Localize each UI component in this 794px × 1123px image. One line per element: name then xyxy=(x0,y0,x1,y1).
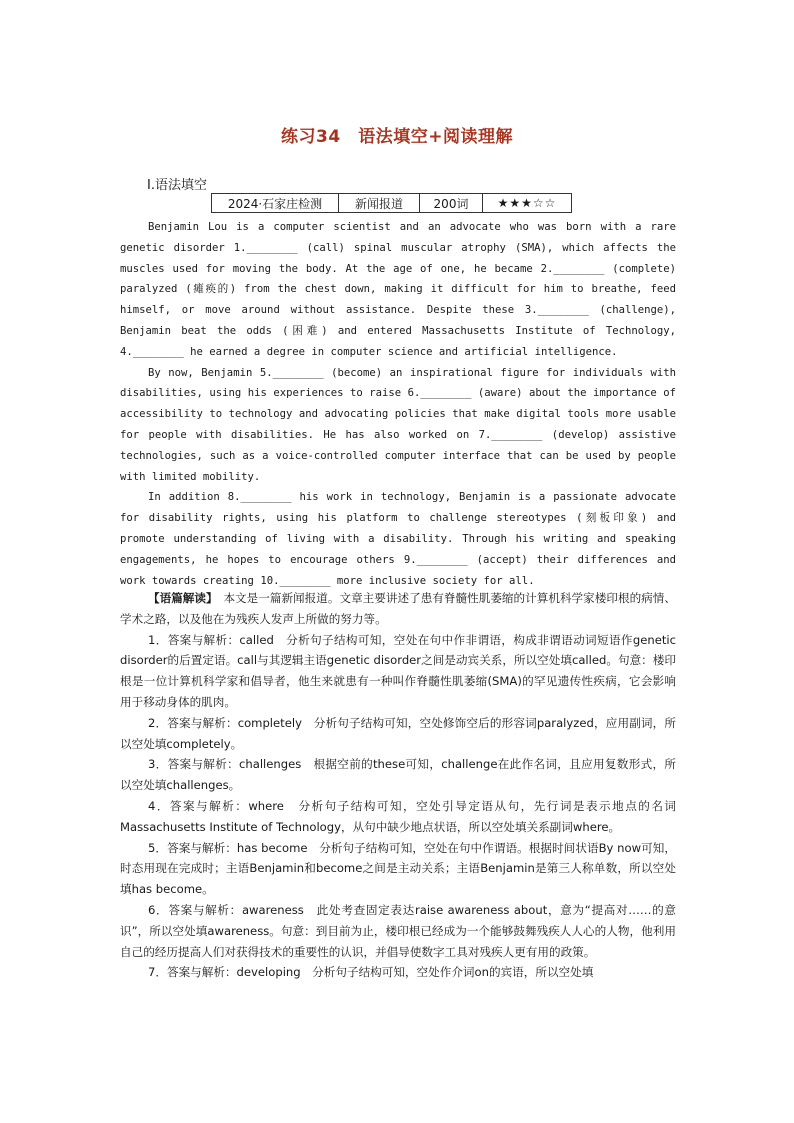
answer-item: 4．答案与解析：where 分析句子结构可知，空处引导定语从句，先行词是表示地点的名词Massachusetts Institute of Technology，从句中缺少地点状语，所以空处填关系副词where。 xyxy=(120,798,676,834)
interpretation-label: 【语篇解读】 xyxy=(148,591,212,605)
difficulty-stars: ★★★☆☆ xyxy=(483,194,572,213)
passage-paragraph: In addition 8.________ his work in technology, Benjamin is a passionate advocate for disability rights, using his platform to challenge stereotypes (刻板印象) and promote understanding of living with a disability. Through his writing and speaking engagements, he hopes to encourage others 9.________ (accept) their differences and work towards creating 10.________ more inclusive society for all. xyxy=(120,491,676,587)
answer-item: 6．答案与解析：awareness 此处考查固定表达raise awareness about，意为“提高对……的意识”，所以空处填awareness。句意：到目前为止，楼印根已经成为一个能够鼓舞残疾人人心的人物，他利用自己的经历提高人们对获得技术的重要性的认识，并倡导使数字工具对残疾人更有用的政策。 xyxy=(120,902,676,959)
page-title: 练习34 语法填空+阅读理解 xyxy=(281,127,513,147)
passage-paragraph: Benjamin Lou is a computer scientist and an advocate who was born with a rare genetic disorder 1.________ (call) spinal muscular atrophy (SMA), which affects the muscles used for moving the body. At the age of one, he became 2.________ (complete) paralyzed (瘫痪的) from the chest down, making it difficult for him to breathe, feed himself, or move around without assistance. Despite these 3.________ (challenge), Benjamin beat the odds (困难) and entered Massachusetts Institute of Technology, 4.________ he earned a degree in computer science and artificial intelligence. xyxy=(120,221,676,358)
section-heading: Ⅰ.语法填空 xyxy=(147,178,207,193)
passage-info-table xyxy=(211,193,572,213)
discourse-interpretation xyxy=(120,588,676,630)
interpretation-text: 本文是一篇新闻报道。文章主要讲述了患有脊髓性肌萎缩的计算机科学家楼印根的病情、学术之路，以及他在为残疾人发声上所做的努力等。 xyxy=(120,591,676,626)
cloze-passage xyxy=(120,217,676,591)
answer-item: 1．答案与解析：called 分析句子结构可知，空处在句中作非谓语，构成非谓语动词短语作genetic disorder的后置定语。call与其逻辑主语genetic disorder之间是动宾关系，所以空处填called。句意：楼印根是一位计算机科学家和倡导者，他生来就患有一种叫作脊髓性肌萎缩(SMA)的罕见遗传性疾病，它会影响用于移动身体的肌肉。 xyxy=(120,632,676,709)
answer-item: 2．答案与解析：completely 分析句子结构可知，空处修饰空后的形容词paralyzed，应用副词，所以空处填completely。 xyxy=(120,715,676,751)
genre-cell: 新闻报道 xyxy=(339,194,420,213)
answer-item: 7．答案与解析：developing 分析句子结构可知，空处作介词on的宾语，所以空处填 xyxy=(148,965,594,980)
passage-paragraph: By now, Benjamin 5.________ (become) an inspirational figure for individuals with disabilities, using his experiences to raise 6.________ (aware) about the importance of accessibility to technology and advocating policies that make digital tools more usable for people with disabilities. He has also worked on 7.________ (develop) assistive technologies, such as a voice-controlled computer interface that can be used by people with limited mobility. xyxy=(120,366,676,483)
word-count-cell: 200词 xyxy=(420,194,483,213)
source-cell: 2024·石家庄检测 xyxy=(212,194,339,213)
answer-analysis xyxy=(120,588,676,983)
answer-item: 3．答案与解析：challenges 根据空前的these可知，challenge在此作名词，且应用复数形式，所以空处填challenges。 xyxy=(120,757,676,793)
answer-item: 5．答案与解析：has become 分析句子结构可知，空处在句中作谓语。根据时间状语By now可知，时态用现在完成时；主语Benjamin和become之间是主动关系；主语Benjamin是第三人称单数，所以空处填has become。 xyxy=(120,840,676,897)
